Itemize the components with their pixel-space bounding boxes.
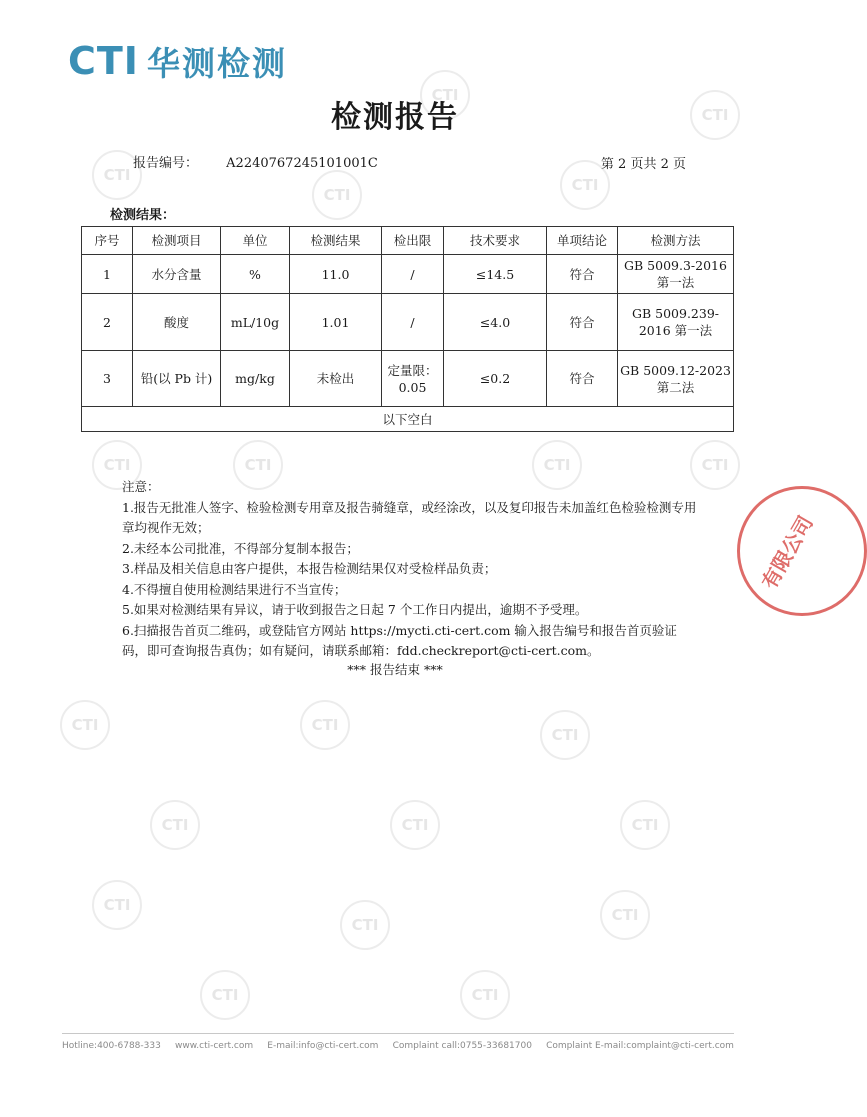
table-cell: 铅(以 Pb 计)	[133, 351, 221, 407]
table-cell: mg/kg	[221, 351, 290, 407]
table-row	[82, 294, 734, 351]
footer-website: www.cti-cert.com	[175, 1041, 254, 1051]
logo-cn-text: 华测检测	[146, 44, 287, 83]
table-cell: 2	[82, 294, 133, 351]
table-header-cell: 检出限	[382, 227, 444, 255]
watermark-logo: CTI	[600, 890, 650, 940]
note-item: 6.扫描报告首页二维码，或登陆官方网站 https://mycti.cti-cert.com 输入报告编号和报告首页验证码，即可查询报告真伪；如有疑问，请联系邮箱：fdd.checkreport@cti-cert.com。	[122, 622, 677, 658]
table-cell: ≤4.0	[444, 294, 547, 351]
watermark-logo: CTI	[532, 440, 582, 490]
table-header-cell: 技术要求	[444, 227, 547, 255]
table-header-row	[82, 227, 734, 255]
footer	[62, 1041, 734, 1051]
table-cell: 11.0	[290, 255, 382, 294]
table-cell: GB 5009.239-2016 第一法	[618, 294, 734, 351]
table-end-cell: 以下空白	[82, 407, 734, 432]
table-cell: 1.01	[290, 294, 382, 351]
table-cell: /	[382, 255, 444, 294]
report-title: 检测报告	[331, 100, 459, 135]
table-cell: 符合	[547, 294, 618, 351]
table-cell: GB 5009.12-2023 第二法	[618, 351, 734, 407]
table-cell: 3	[82, 351, 133, 407]
table-header-cell: 序号	[82, 227, 133, 255]
table-cell: 水分含量	[133, 255, 221, 294]
watermark-logo: CTI	[233, 440, 283, 490]
watermark-logo: CTI	[540, 710, 590, 760]
report-number-label: 报告编号：	[133, 156, 199, 171]
watermark-logo: CTI	[92, 440, 142, 490]
page-indicator: 第 2 页共 2 页	[600, 157, 686, 172]
report-end-mark: *** 报告结束 ***	[347, 662, 443, 677]
table-cell: 符合	[547, 351, 618, 407]
watermark-logo: CTI	[560, 160, 610, 210]
notes-title: 注意：	[122, 479, 160, 494]
table-cell: 定量限：0.05	[382, 351, 444, 407]
table-cell: 符合	[547, 255, 618, 294]
note-item: 2.未经本公司批准，不得部分复制本报告；	[122, 540, 359, 556]
table-header-cell: 检测结果	[290, 227, 382, 255]
company-logo	[68, 39, 287, 83]
table-cell: ≤0.2	[444, 351, 547, 407]
watermark-logo: CTI	[312, 170, 362, 220]
table-header-cell: 单项结论	[547, 227, 618, 255]
footer-hotline: Hotline:400-6788-333	[62, 1041, 161, 1051]
note-item: 5.如果对检测结果有异议，请于收到报告之日起 7 个工作日内提出，逾期不予受理。	[122, 602, 588, 617]
table-header-cell: 检测方法	[618, 227, 734, 255]
watermark-logo: CTI	[60, 700, 110, 750]
watermark-logo: CTI	[420, 70, 470, 120]
footer-complaint-email: Complaint E-mail:complaint@cti-cert.com	[546, 1041, 734, 1051]
logo-cti-text: CTI	[68, 39, 139, 83]
watermark-logo: CTI	[460, 970, 510, 1020]
note-item: 4.不得擅自使用检测结果进行不当宣传；	[122, 581, 347, 597]
table-cell: ≤14.5	[444, 255, 547, 294]
watermark-logo: CTI	[390, 800, 440, 850]
table-cell: %	[221, 255, 290, 294]
results-table	[81, 226, 734, 432]
table-cell: 酸度	[133, 294, 221, 351]
table-cell: mL/10g	[221, 294, 290, 351]
footer-email: E-mail:info@cti-cert.com	[267, 1041, 379, 1051]
table-row	[82, 255, 734, 294]
watermark-logo: CTI	[690, 90, 740, 140]
red-seal-stamp	[737, 486, 867, 616]
notes-section	[122, 477, 697, 662]
watermark-logo: CTI	[92, 150, 142, 200]
watermark-logo: CTI	[300, 700, 350, 750]
table-cell: GB 5009.3-2016 第一法	[618, 255, 734, 294]
watermark-logo: CTI	[690, 440, 740, 490]
watermark-logo: CTI	[200, 970, 250, 1020]
note-item: 3.样品及相关信息由客户提供，本报告检测结果仅对受检样品负责；	[122, 561, 497, 576]
table-cell: 1	[82, 255, 133, 294]
table-header-cell: 检测项目	[133, 227, 221, 255]
report-number	[133, 152, 378, 171]
note-item: 1.报告无批准人签字、检验检测专用章及报告骑缝章，或经涂改，以及复印报告未加盖红色检验检测专用章均视作无效；	[122, 499, 697, 535]
footer-complaint-call: Complaint call:0755-33681700	[392, 1041, 532, 1051]
watermark-logo: CTI	[92, 880, 142, 930]
table-row	[82, 351, 734, 407]
table-header-cell: 单位	[221, 227, 290, 255]
section-title: 检测结果：	[110, 208, 176, 223]
footer-divider	[62, 1033, 734, 1034]
table-end-row	[82, 407, 734, 432]
stamp-text: 有限公司	[756, 511, 818, 593]
table-cell: /	[382, 294, 444, 351]
watermark-logo: CTI	[150, 800, 200, 850]
table-cell: 未检出	[290, 351, 382, 407]
watermark-logo: CTI	[620, 800, 670, 850]
watermark-logo: CTI	[340, 900, 390, 950]
report-number-value: A2240767245101001C	[226, 156, 378, 171]
